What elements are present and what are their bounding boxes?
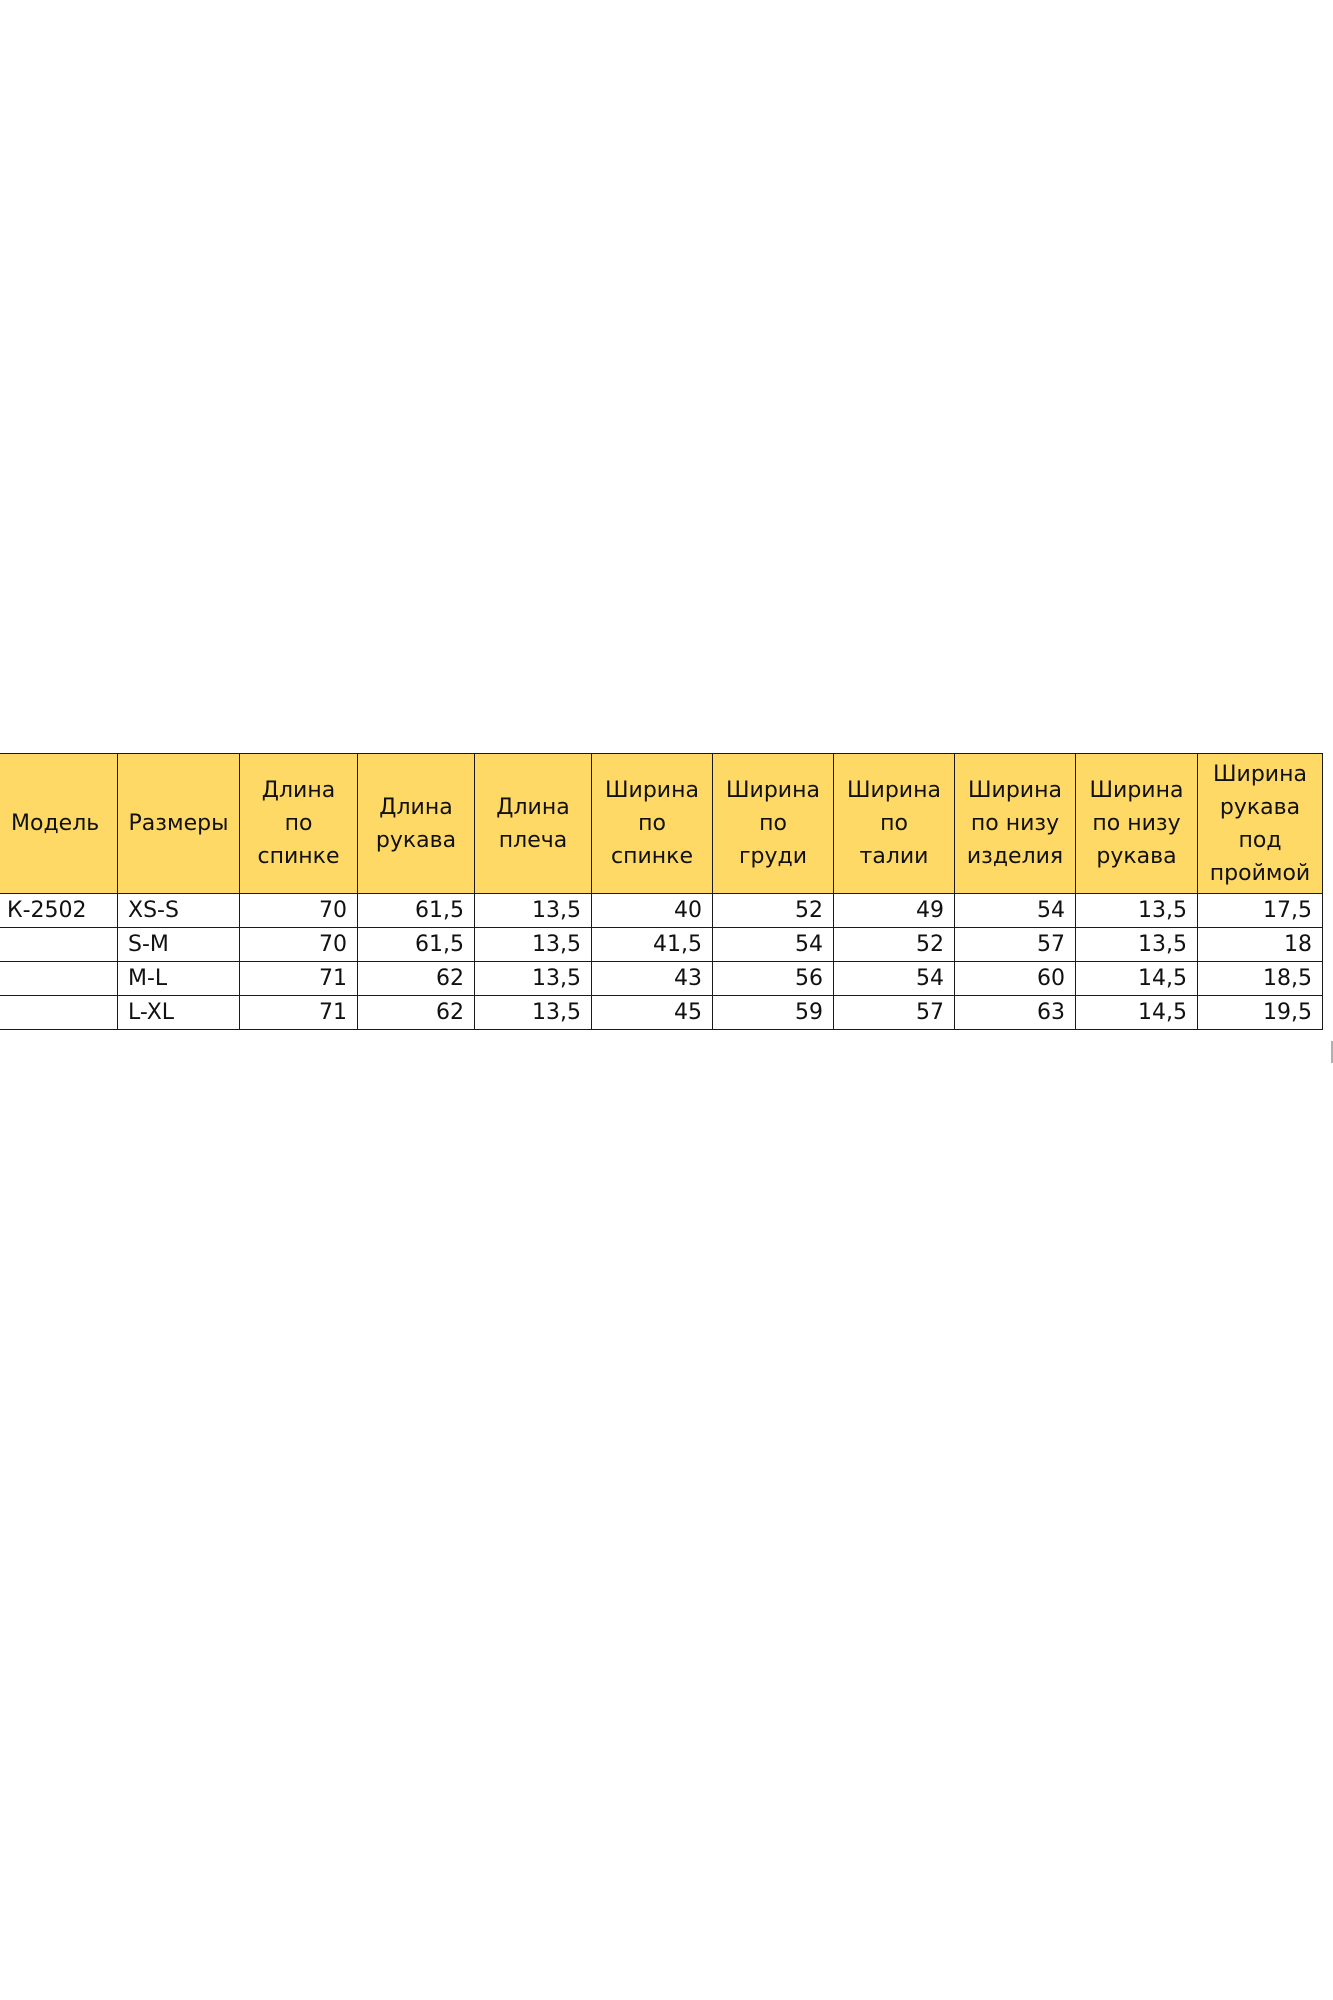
header-cell-sizes: Размеры [118,754,240,894]
size-chart-table [0,753,1323,1030]
cell-model [0,996,118,1030]
header-cell-waist-width: Ширина по талии [834,754,955,894]
cell-sleeve-hem-width: 13,5 [1076,928,1198,962]
cell-model [0,928,118,962]
cell-hem-width: 60 [955,962,1076,996]
cell-sleeve-width-armhole: 17,5 [1198,894,1323,928]
header-cell-chest-width: Ширина по груди [713,754,834,894]
cell-size: L-XL [118,996,240,1030]
header-cell-sleeve-length: Длина рукава [358,754,475,894]
header-cell-sleeve-hem-width: Ширина по низу рукава [1076,754,1198,894]
cell-back-length: 71 [240,962,358,996]
cell-sleeve-hem-width: 13,5 [1076,894,1198,928]
cell-back-length: 70 [240,928,358,962]
cell-waist-width: 57 [834,996,955,1030]
cell-size: S-M [118,928,240,962]
cell-chest-width: 52 [713,894,834,928]
cell-size: XS-S [118,894,240,928]
cell-model: К-2502 [0,894,118,928]
cell-shoulder-length: 13,5 [475,996,592,1030]
cell-sleeve-width-armhole: 19,5 [1198,996,1323,1030]
cell-sleeve-length: 62 [358,996,475,1030]
cell-back-width: 43 [592,962,713,996]
cell-sleeve-length: 61,5 [358,894,475,928]
header-cell-hem-width: Ширина по низу изделия [955,754,1076,894]
cell-waist-width: 49 [834,894,955,928]
cell-chest-width: 56 [713,962,834,996]
header-cell-shoulder-length: Длина плеча [475,754,592,894]
table-row [0,996,1323,1030]
cell-hem-width: 54 [955,894,1076,928]
cell-hem-width: 63 [955,996,1076,1030]
cell-sleeve-width-armhole: 18,5 [1198,962,1323,996]
cell-shoulder-length: 13,5 [475,962,592,996]
header-cell-model: Модель [0,754,118,894]
cell-back-width: 45 [592,996,713,1030]
cell-chest-width: 59 [713,996,834,1030]
cell-chest-width: 54 [713,928,834,962]
cell-back-width: 40 [592,894,713,928]
cell-sleeve-hem-width: 14,5 [1076,962,1198,996]
header-cell-back-width: Ширина по спинке [592,754,713,894]
cell-waist-width: 52 [834,928,955,962]
cell-sleeve-hem-width: 14,5 [1076,996,1198,1030]
cell-waist-width: 54 [834,962,955,996]
cell-sleeve-length: 61,5 [358,928,475,962]
cell-hem-width: 57 [955,928,1076,962]
header-cell-back-length: Длина по спинке [240,754,358,894]
cell-size: M-L [118,962,240,996]
cell-model [0,962,118,996]
table-row [0,928,1323,962]
cell-sleeve-length: 62 [358,962,475,996]
header-row [0,754,1323,894]
cell-shoulder-length: 13,5 [475,894,592,928]
table-row [0,894,1323,928]
table-row [0,962,1323,996]
cell-shoulder-length: 13,5 [475,928,592,962]
cell-back-length: 71 [240,996,358,1030]
header-cell-sleeve-width-armhole: Ширина рукава под проймой [1198,754,1323,894]
cell-back-width: 41,5 [592,928,713,962]
cell-sleeve-width-armhole: 18 [1198,928,1323,962]
cell-back-length: 70 [240,894,358,928]
